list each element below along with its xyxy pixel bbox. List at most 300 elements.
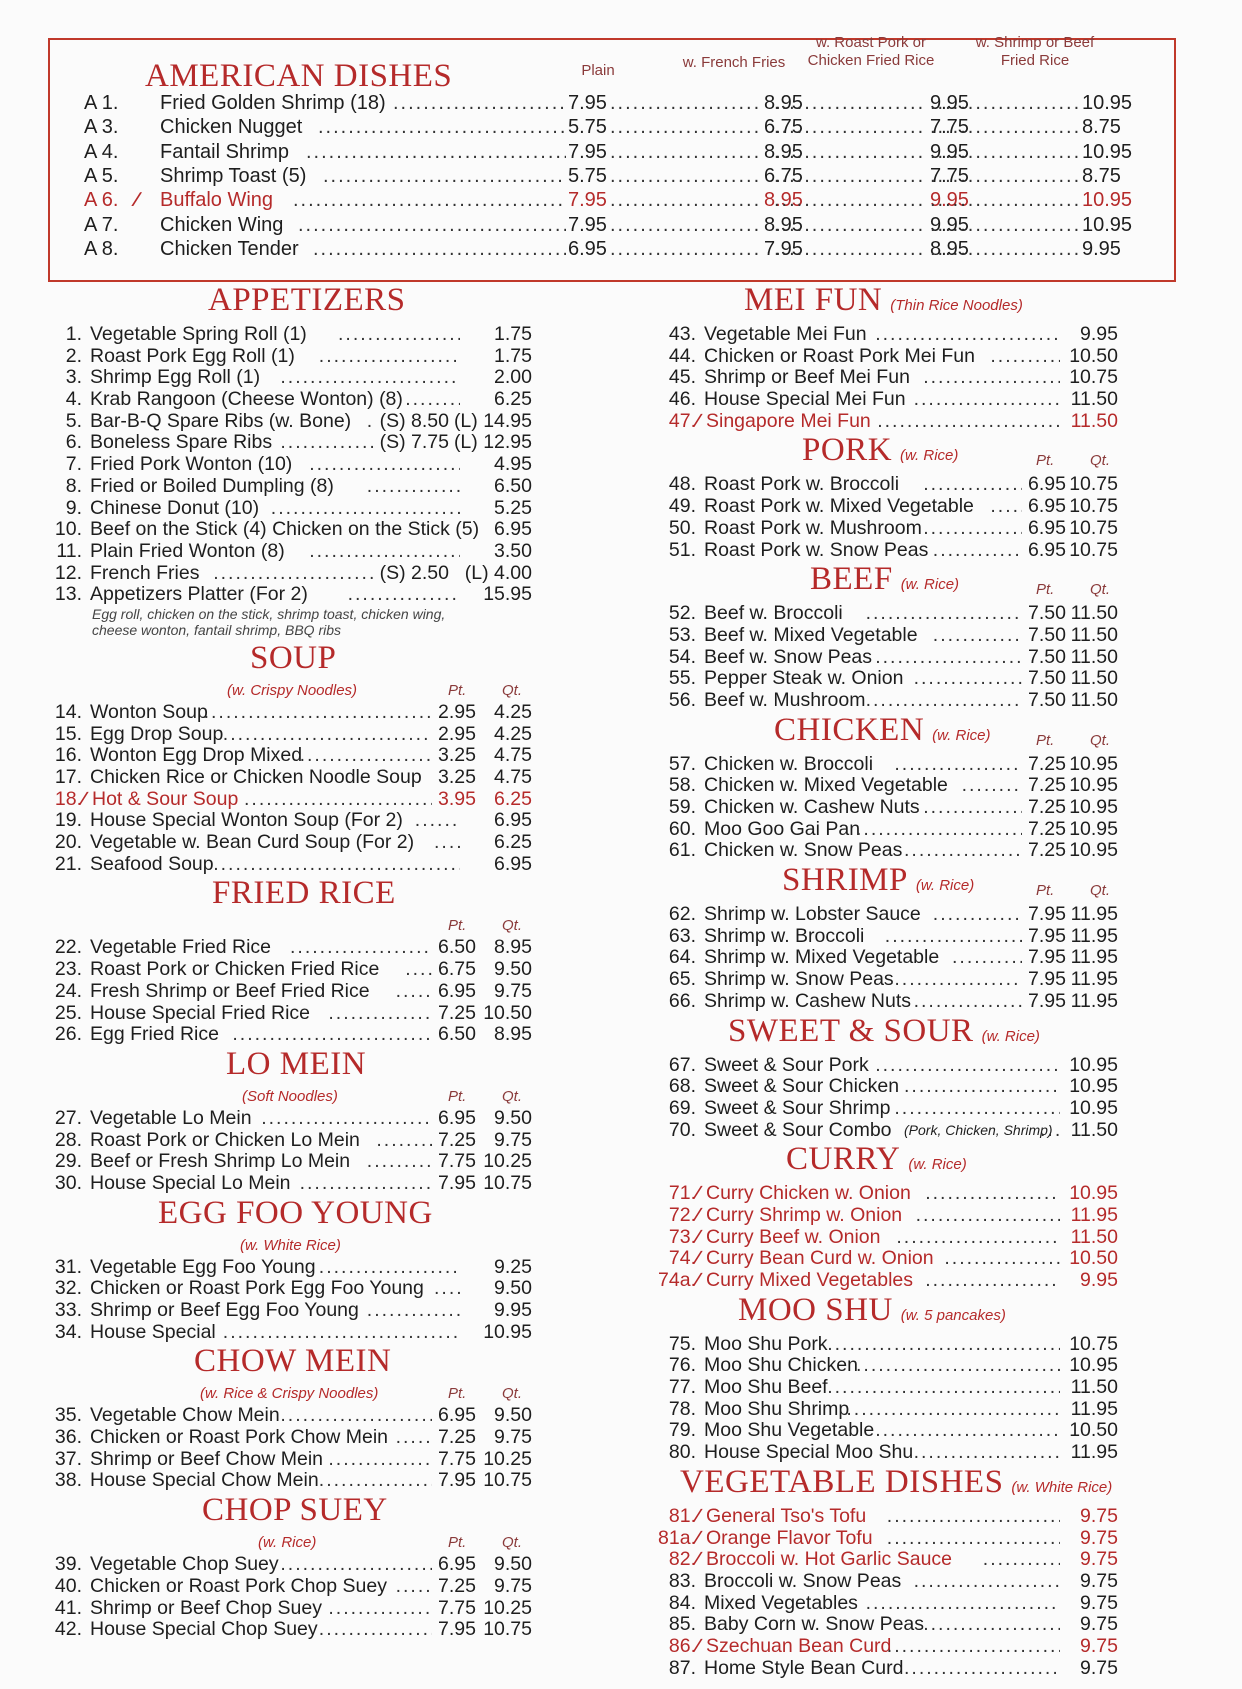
item-number: 14. [54, 700, 82, 723]
price-quart: 11.95 [1070, 1397, 1118, 1420]
price-pint: 7.25 [1028, 752, 1066, 775]
menu-item [658, 1377, 1203, 1399]
menu-item [44, 498, 584, 520]
price-quart: 11.95 [1070, 946, 1118, 969]
price-quart: 10.95 [483, 1320, 532, 1343]
dot-leader [280, 367, 460, 389]
item-number: 4. [65, 388, 82, 411]
item-name: Shrimp w. Lobster Sauce [704, 903, 921, 926]
dot-leader [923, 797, 1022, 819]
menu-item [658, 1442, 1203, 1464]
item-name: Shrimp Egg Roll (1) [90, 366, 261, 389]
dot-leader [930, 214, 1078, 237]
price-quart: 11.50 [1070, 623, 1118, 646]
item-number: 26. [54, 1023, 82, 1046]
menu-item [44, 389, 584, 411]
price-pint: 7.95 [1028, 946, 1066, 969]
item-name: Hot & Sour Soup [92, 787, 239, 810]
dot-leader [610, 116, 760, 139]
price-fries: 8.95 [764, 213, 803, 236]
item-name: Vegetable Chow Mein [90, 1404, 280, 1427]
item-number: 42. [54, 1618, 82, 1641]
dot-leader [261, 1108, 432, 1130]
menu-item [44, 1130, 584, 1152]
item-name: Boneless Spare Ribs [90, 431, 273, 454]
section-header [658, 1141, 1203, 1183]
price-quart: 11.95 [1070, 924, 1118, 947]
menu-item [658, 1506, 1203, 1528]
menu-item [658, 324, 1203, 346]
item-number: 81a. [658, 1526, 696, 1549]
item-number: 19. [54, 809, 82, 832]
item-number: 6. [65, 431, 82, 454]
item-name: Curry Beef w. Onion [706, 1225, 881, 1248]
price-quart: 10.95 [1069, 1053, 1118, 1076]
menu-item [658, 603, 1203, 625]
section-title-text: SOUP [250, 639, 337, 676]
price-quart: 4.25 [494, 700, 532, 723]
american-item-row [50, 92, 1178, 118]
price-pint: 7.25 [1028, 817, 1066, 840]
dot-leader [896, 1227, 1060, 1249]
price-pint: 7.25 [1028, 774, 1066, 797]
item-number: 25. [54, 1001, 82, 1024]
item-name: Curry Chicken w. Onion [706, 1182, 911, 1205]
dot-leader [280, 1405, 432, 1427]
item-number: 72. [668, 1203, 696, 1226]
menu-item [658, 926, 1203, 948]
menu-item [658, 1528, 1203, 1550]
item-name: Beef w. Mushroom [704, 688, 866, 711]
item-number: 52. [668, 602, 696, 625]
dot-leader [223, 724, 432, 746]
section-title-text: MEI FUN [744, 282, 883, 318]
pt-header: Pt. [1036, 581, 1055, 599]
qt-header: Qt. [1090, 452, 1111, 470]
item-name: Sweet & Sour Shrimp [704, 1096, 891, 1119]
chili-pepper-icon: ∕ [696, 1226, 700, 1248]
price-fries: 6.75 [764, 116, 803, 139]
menu-item [658, 1055, 1203, 1077]
price-pint: 7.25 [438, 1574, 476, 1597]
dot-leader [774, 189, 926, 212]
price-pork: 9.95 [930, 189, 969, 212]
price-pint: 7.25 [1028, 796, 1066, 818]
item-number: 74a. [658, 1269, 696, 1291]
item-code: A 1. [84, 92, 119, 114]
dot-leader [213, 563, 374, 585]
section-title-text: MOO SHU [738, 1291, 893, 1328]
item-name: Roast Pork w. Mixed Vegetable [704, 495, 974, 518]
section-header [44, 640, 584, 682]
section-title-text: VEGETABLE DISHES [680, 1463, 1004, 1500]
price-quart: 6.25 [494, 787, 532, 810]
section-subtitle: (w. Rice) [258, 1534, 317, 1552]
price-quart: 10.75 [483, 1469, 532, 1492]
menu-item [658, 625, 1203, 647]
item-name: Shrimp or Beef Egg Foo Young [90, 1299, 359, 1321]
price-quart: 11.50 [1070, 1225, 1118, 1248]
dot-leader [300, 1173, 432, 1195]
pt-header: Pt. [448, 917, 467, 935]
american-item-row [50, 214, 1178, 240]
dot-leader [933, 540, 1022, 562]
qt-header: Qt. [502, 1385, 523, 1403]
section-curry [658, 1141, 1203, 1291]
item-number: 7. [65, 453, 82, 476]
section-title [802, 432, 958, 469]
section-title-text: PORK [802, 432, 893, 469]
price-quart: 6.50 [494, 474, 532, 497]
item-number: 74. [668, 1247, 696, 1270]
price-pint: 7.95 [1028, 903, 1066, 926]
item-name: Fried Golden Shrimp (18) [160, 92, 386, 114]
price-shrimp: 10.95 [1082, 213, 1133, 236]
chili-pepper-icon: ∕ [696, 1248, 700, 1270]
section-title [744, 282, 1023, 319]
item-number: 20. [54, 831, 82, 854]
section-title [250, 640, 336, 677]
dot-leader [930, 116, 1078, 139]
price-pint: (S) 7.75 [379, 431, 449, 454]
dot-leader [396, 981, 432, 1003]
item-number: 51. [668, 538, 696, 561]
price-shrimp: 10.95 [1082, 92, 1133, 114]
price-plain: 5.75 [568, 116, 607, 139]
price-plain: 7.95 [568, 140, 607, 163]
price-pint: 7.50 [1028, 688, 1066, 711]
dot-leader [271, 498, 460, 520]
dot-leader [990, 346, 1060, 368]
item-name: Moo Shu Chicken [704, 1354, 858, 1377]
item-name: Moo Shu Vegetable [704, 1419, 875, 1442]
dot-leader [930, 165, 1078, 188]
menu-item [44, 411, 584, 433]
dot-leader [610, 214, 760, 237]
item-name: Moo Shu Shrimp [704, 1397, 850, 1420]
pt-header: Pt. [1036, 731, 1055, 749]
section-subtitle: (w. Rice) [900, 576, 960, 594]
item-number: 53. [668, 623, 696, 646]
item-name: Moo Goo Gai Pan [704, 817, 861, 840]
price-quart: 10.25 [483, 1447, 532, 1470]
menu-item [44, 1108, 584, 1130]
dot-leader [827, 1334, 1060, 1356]
item-name: House Special Lo Mein [90, 1171, 291, 1194]
section-subtitle: (w. 5 pancakes) [900, 1306, 1006, 1324]
section-header [658, 712, 1203, 754]
section-title [226, 1046, 366, 1083]
section-subtitle: (w. Crispy Noodles) [227, 681, 358, 699]
dot-leader [774, 116, 926, 139]
section-subline [44, 1534, 584, 1554]
menu-item [44, 1598, 584, 1620]
item-number: 2. [65, 344, 82, 367]
item-number: 57. [668, 752, 696, 775]
menu-item [44, 1470, 584, 1492]
item-number: 28. [54, 1128, 82, 1151]
dot-leader [875, 324, 1060, 346]
item-number: 17. [54, 766, 82, 788]
section-header [44, 1343, 584, 1385]
dot-leader [887, 1636, 1060, 1658]
chili-pepper-icon: ∕ [696, 1204, 700, 1226]
price-quart: 10.50 [1069, 1247, 1118, 1270]
price-quart: (L) 14.95 [453, 409, 532, 432]
pt-header: Pt. [448, 1087, 467, 1105]
item-number: 34. [54, 1320, 82, 1343]
menu-item [658, 1399, 1203, 1421]
pt-header: Pt. [448, 681, 467, 699]
price-quart: 11.95 [1070, 1441, 1118, 1464]
item-number: 36. [54, 1426, 82, 1449]
item-number: 5. [65, 409, 82, 432]
menu-item [44, 1576, 584, 1598]
dot-leader [930, 189, 1078, 212]
item-number: 35. [54, 1404, 82, 1427]
menu-item [658, 1658, 1203, 1680]
price-pint: 7.50 [1028, 623, 1066, 646]
price-quart: 9.75 [1080, 1504, 1118, 1527]
item-name: Curry Mixed Vegetables [706, 1269, 914, 1291]
price-quart: 9.75 [1080, 1634, 1118, 1657]
dot-leader [309, 541, 460, 563]
price-quart: 11.95 [1070, 989, 1118, 1012]
menu-item [44, 1300, 584, 1322]
item-name: Chicken w. Snow Peas [704, 839, 903, 862]
item-number: 86. [668, 1634, 696, 1657]
item-number: 24. [54, 979, 82, 1002]
item-code: A 6. [84, 189, 119, 212]
menu-item [658, 754, 1203, 776]
price-fries: 8.95 [764, 140, 803, 163]
price-pint: 6.95 [438, 1553, 476, 1576]
item-name: Shrimp w. Snow Peas [704, 968, 894, 991]
item-number: 48. [668, 473, 696, 496]
section-header [44, 282, 584, 324]
price-quart: 8.95 [494, 936, 532, 959]
dot-leader [894, 754, 1022, 776]
pt-header: Pt. [1036, 452, 1055, 470]
item-name: Chicken Tender [160, 237, 299, 260]
dot-leader [244, 789, 432, 811]
item-number: 54. [668, 645, 696, 668]
dot-leader [952, 947, 1022, 969]
item-name: Shrimp w. Broccoli [704, 924, 865, 947]
price-quart: 11.50 [1070, 409, 1118, 432]
dot-leader [875, 647, 1022, 669]
price-quart: 9.95 [494, 1299, 532, 1321]
dot-leader [318, 116, 566, 139]
section-soup [44, 640, 584, 876]
pt-header: Pt. [448, 1385, 467, 1403]
item-name: Chicken w. Cashew Nuts [704, 796, 920, 818]
price-quart: 5.25 [494, 496, 532, 519]
section-subtitle: (Soft Noodles) [242, 1087, 338, 1105]
item-number: 46. [668, 388, 696, 411]
item-number: 41. [54, 1596, 82, 1619]
price-quart: (L) 12.95 [453, 431, 532, 454]
section-title: AMERICAN DISHES [145, 58, 453, 94]
menu-item [44, 584, 584, 606]
item-code: A 3. [84, 116, 119, 139]
item-number: 81. [668, 1504, 696, 1527]
price-pint: 7.75 [438, 1596, 476, 1619]
section-title [810, 561, 959, 598]
menu-item [658, 969, 1203, 991]
dot-leader [280, 1554, 432, 1576]
item-number: 55. [668, 667, 696, 690]
price-pork: 9.95 [930, 92, 969, 114]
american-dishes-box [48, 34, 1176, 282]
price-pint: 7.95 [1028, 989, 1066, 1012]
section-header [658, 282, 1203, 324]
dot-leader [328, 1598, 432, 1620]
menu-item [658, 367, 1203, 389]
item-number: 76. [668, 1354, 696, 1377]
item-name: General Tso's Tofu [706, 1504, 867, 1527]
dot-leader [962, 775, 1022, 797]
dot-leader [875, 1420, 1060, 1442]
menu-item [658, 797, 1203, 819]
price-fries: 8.95 [764, 189, 803, 212]
dot-leader [328, 1003, 432, 1025]
item-number: 59. [668, 796, 696, 818]
price-quart: 9.95 [1080, 323, 1118, 345]
section-title-text: BEEF [810, 561, 893, 598]
dot-leader [887, 1528, 1060, 1550]
section-title [194, 1343, 391, 1380]
item-number: 1. [65, 323, 82, 345]
menu-item [44, 959, 584, 981]
menu-item [658, 668, 1203, 690]
dot-leader [774, 165, 926, 188]
item-name: Seafood Soup [90, 852, 214, 875]
item-name: Vegetable Lo Mein [90, 1106, 252, 1129]
price-quart: 9.50 [494, 1553, 532, 1576]
price-quart: 4.25 [494, 722, 532, 745]
menu-item [44, 1003, 584, 1025]
price-pint: 2.95 [438, 722, 476, 745]
price-quart: 9.75 [1080, 1656, 1118, 1679]
price-shrimp: 8.75 [1082, 164, 1121, 187]
section-vegetable-dishes [658, 1464, 1203, 1680]
item-number: 21. [54, 852, 82, 875]
price-pint: 7.25 [438, 1001, 476, 1024]
price-quart: 10.95 [1069, 1075, 1118, 1098]
menu-item [44, 937, 584, 959]
dot-leader [885, 926, 1022, 948]
item-number: 84. [668, 1591, 696, 1614]
menu-item [658, 991, 1203, 1013]
dot-leader [774, 214, 926, 237]
menu-item [44, 1619, 584, 1641]
menu-item [658, 346, 1203, 368]
price-pork: 9.95 [930, 140, 969, 163]
section-subtitle: (w. Rice) [900, 447, 959, 465]
dot-leader [319, 1619, 432, 1641]
item-name: Bar-B-Q Spare Ribs (w. Bone) [90, 409, 352, 432]
section-title [202, 1492, 388, 1529]
price-pint: 7.75 [438, 1447, 476, 1470]
dot-leader [204, 702, 432, 724]
section-shrimp [658, 862, 1203, 1012]
price-quart: 10.75 [1069, 538, 1118, 561]
item-number: 39. [54, 1553, 82, 1576]
item-name: Egg Fried Rice [90, 1023, 219, 1046]
price-pint: 6.95 [1028, 538, 1066, 561]
item-number: 60. [668, 817, 696, 840]
dot-leader [309, 454, 460, 476]
item-number: 87. [668, 1656, 696, 1679]
dot-leader [293, 189, 566, 212]
menu-item [44, 981, 584, 1003]
price-fries: 7.95 [764, 237, 803, 260]
price-quart: 9.50 [494, 1106, 532, 1129]
menu-item [44, 541, 584, 563]
price-quart: 9.75 [1080, 1526, 1118, 1549]
item-number: 56. [668, 688, 696, 711]
dot-leader [933, 904, 1022, 926]
menu-item [658, 1248, 1203, 1270]
section-subline [44, 1385, 584, 1405]
item-name: Moo Shu Pork [704, 1332, 828, 1355]
menu-item [44, 1405, 584, 1427]
price-quart: 4.95 [494, 453, 532, 476]
price-quart: 10.75 [1069, 473, 1118, 496]
dot-leader [925, 1270, 1060, 1292]
menu-item [658, 540, 1203, 562]
item-name: Vegetable Mei Fun [704, 323, 867, 345]
price-quart: 9.75 [1080, 1569, 1118, 1592]
price-quart: 11.50 [1070, 688, 1118, 711]
price-quart: 9.75 [494, 979, 532, 1002]
price-quart: 6.95 [494, 518, 532, 541]
section-title-text: EGG FOO YOUNG [158, 1194, 433, 1231]
item-number: 58. [668, 774, 696, 797]
item-name: House Special Fried Rice [90, 1001, 311, 1024]
menu-item [658, 1636, 1203, 1658]
item-name: Moo Shu Beef [704, 1376, 828, 1399]
dot-leader [319, 1470, 432, 1492]
price-pint: 6.95 [438, 979, 476, 1002]
dot-leader [338, 324, 460, 346]
section-title [680, 1464, 1112, 1501]
item-name: Beef w. Broccoli [704, 602, 843, 625]
price-quart: 11.50 [1070, 667, 1118, 690]
item-name: Wonton Egg Drop Mixed [90, 744, 303, 767]
price-quart: 9.75 [1080, 1613, 1118, 1636]
item-number: 83. [668, 1569, 696, 1592]
item-name: Curry Shrimp w. Onion [706, 1203, 903, 1226]
menu-item [44, 1427, 584, 1449]
item-name: House Special Chow Mein [90, 1469, 319, 1492]
col-header-shrimp-rice: w. Shrimp or Beef Fried Rice [975, 34, 1095, 69]
section-header [44, 1492, 584, 1534]
item-code: A 7. [84, 213, 119, 236]
item-number: 38. [54, 1469, 82, 1492]
section-egg-foo-young [44, 1195, 584, 1344]
item-name: Vegetable Spring Roll (1) [90, 323, 307, 345]
chili-pepper-icon: ∕ [135, 189, 139, 212]
dot-leader [933, 625, 1022, 647]
item-number: 11. [56, 539, 82, 562]
item-name: Chicken or Roast Pork Chow Mein [90, 1426, 389, 1449]
dot-leader [774, 92, 926, 115]
menu-item [658, 647, 1203, 669]
item-name: Curry Bean Curd w. Onion [706, 1247, 934, 1270]
price-pint: 6.50 [438, 936, 476, 959]
